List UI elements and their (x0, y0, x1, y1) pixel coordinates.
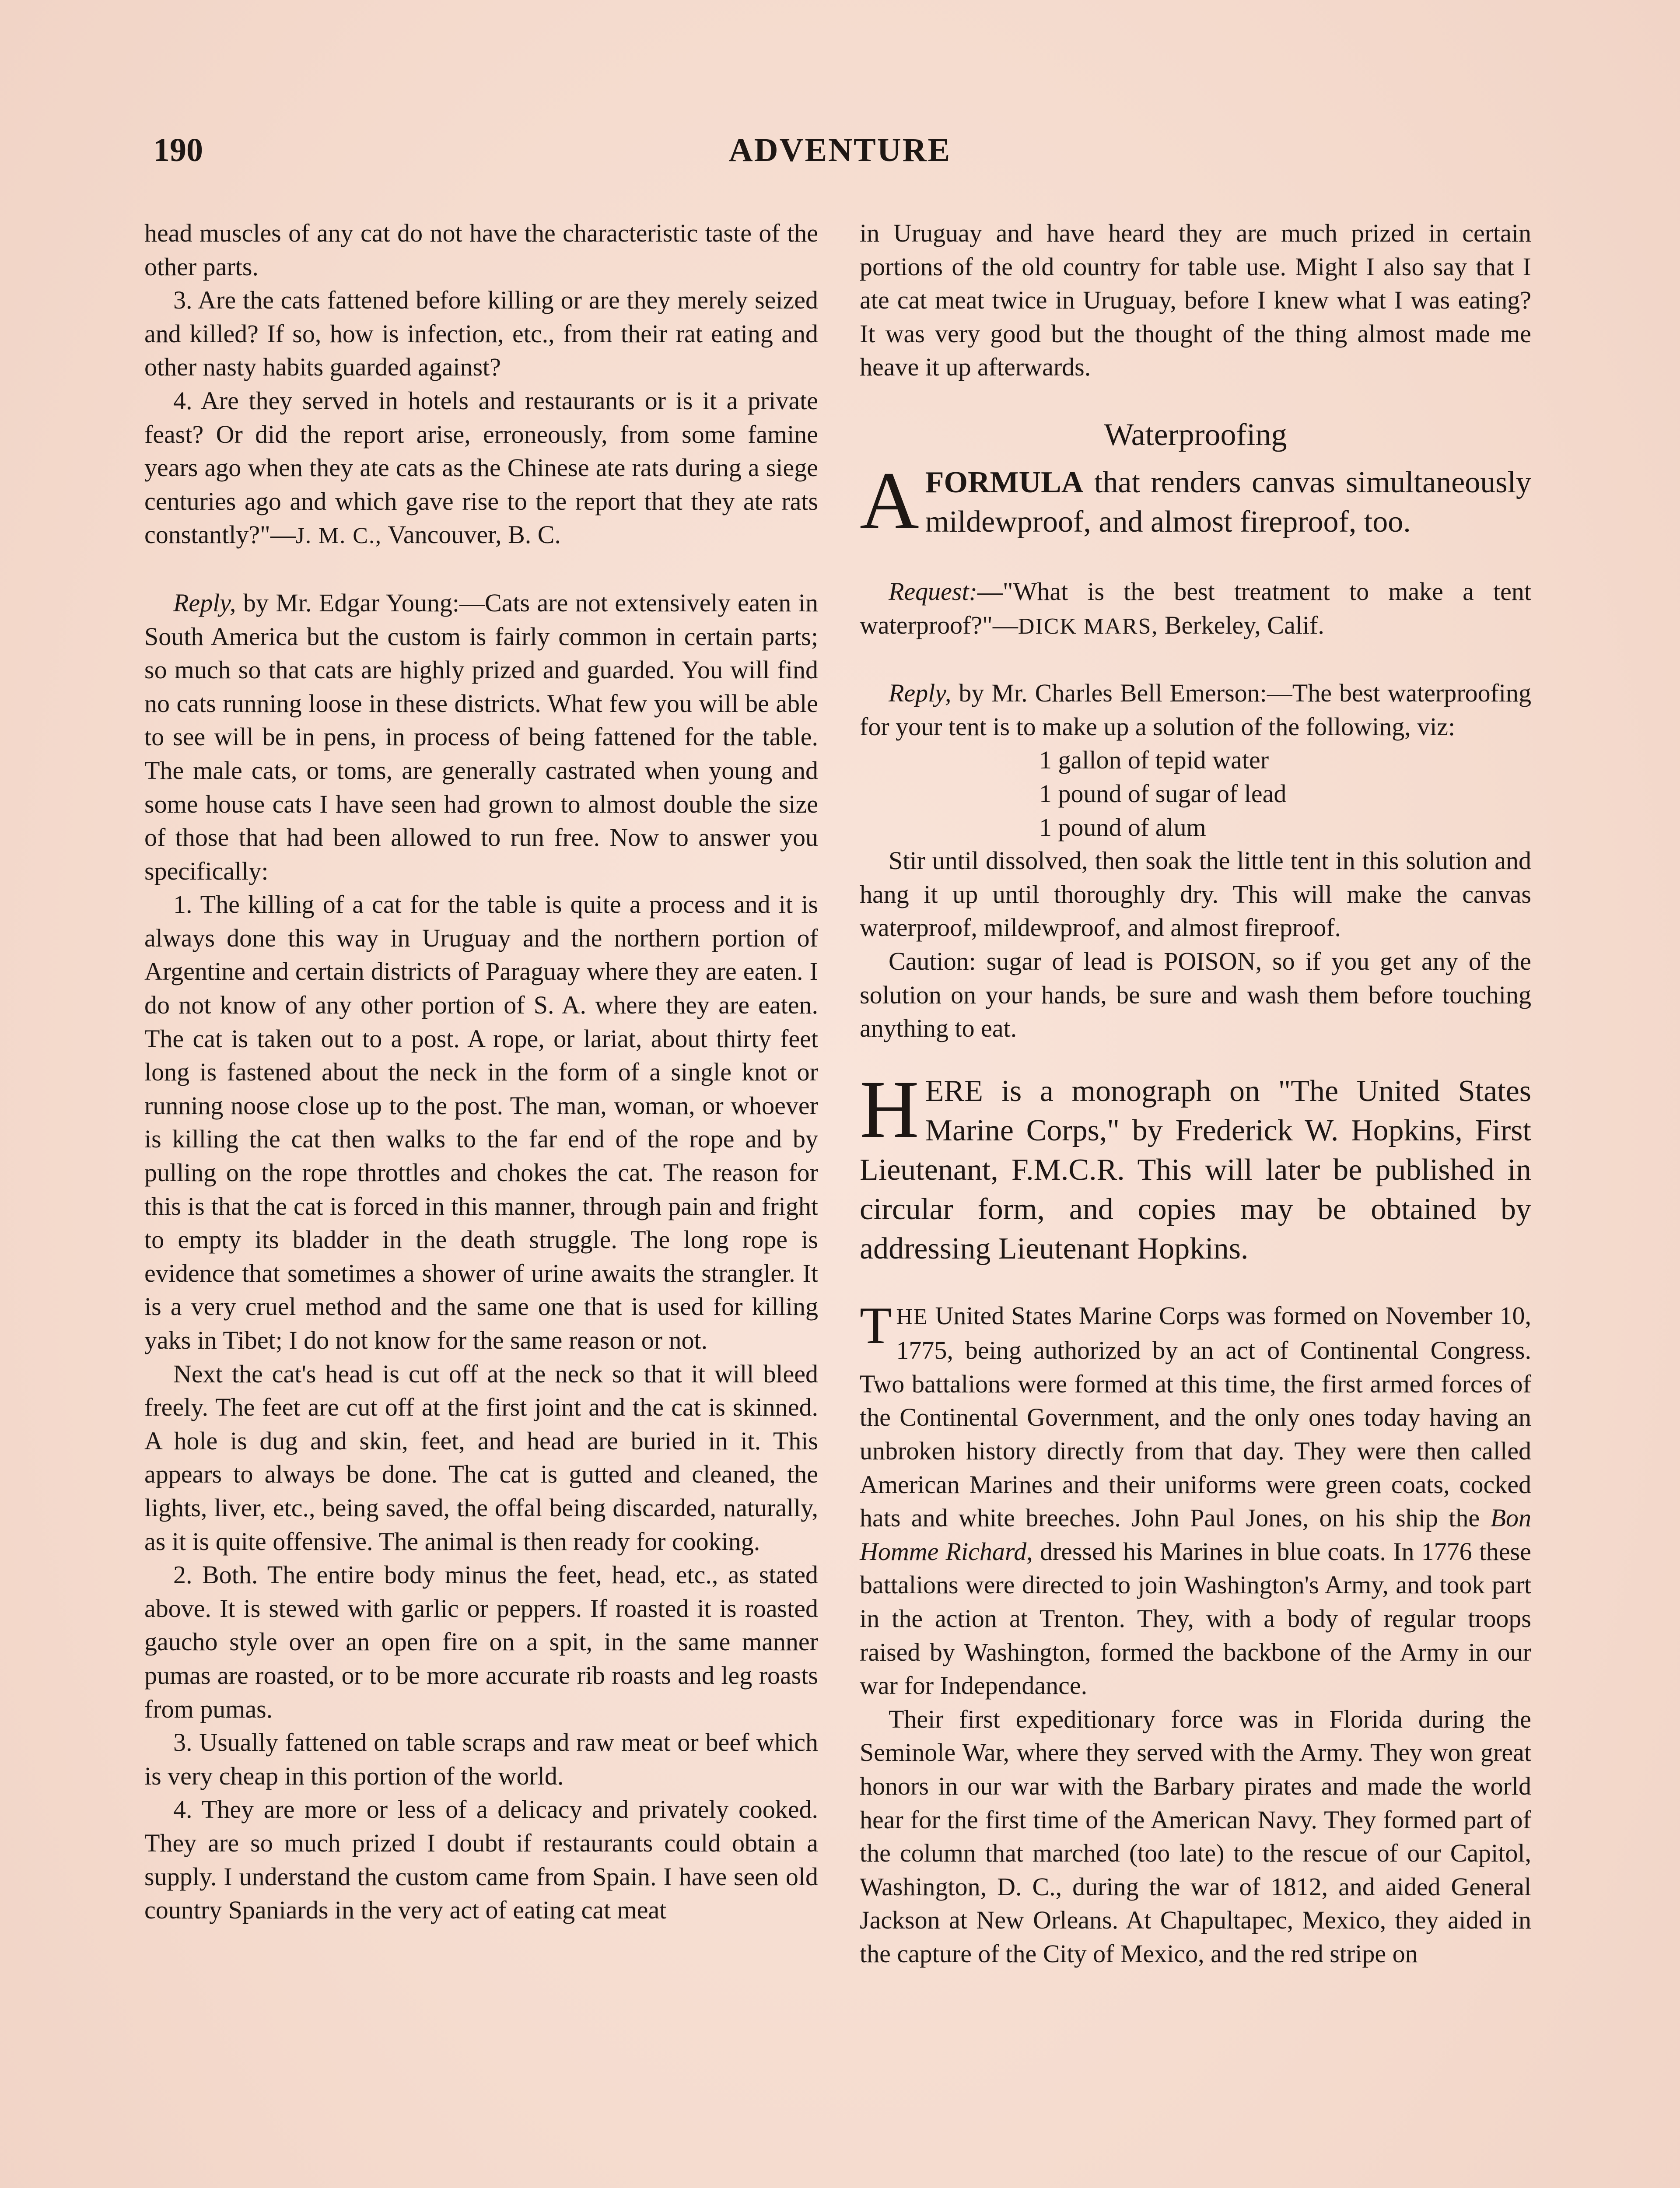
request-paragraph: Request:—"What is the best treatment to make a tent waterproof?"—DICK MARS, Berkeley, Calif. (860, 577, 1531, 639)
left-column (144, 217, 818, 1927)
section-title: Waterproofing (1104, 417, 1287, 452)
reply-paragraph: Reply, by Mr. Edgar Young:—Cats are not extensively eaten in South America but the custom is fairly common in certain parts; so much so that cats are highly prized and guarded. You will find no cats running loose in these districts. What few you will be able to see will be in pens, in process of being fattened for the table. The male cats, or toms, are generally castrated when young and some house cats I have seen had grown to almost double the size of those that had been allowed to run free. Now to answer you specifically: (144, 588, 818, 885)
drop-cap: T (860, 1296, 892, 1354)
drop-cap: H (860, 1063, 919, 1155)
paragraph: 3. Are the cats fattened before killing or are they merely seized and killed? If so, how is infection, etc., from their rat eating and other nasty habits guarded against? (144, 286, 818, 382)
drop-cap: A (860, 454, 919, 546)
recipe-item: 1 gallon of tepid water (1039, 746, 1269, 775)
paragraph: 1. The killing of a cat for the table is quite a process and it is always done this way in Uruguay and the northern portion of Argentine and certain districts of Paraguay where they are eaten. I do not know of any other portion of S. A. where they are eaten. The cat is taken out to a post. A rope, or lariat, about thirty feet long is fastened about the neck in the form of a single knot or running noose close up to the post. The man, woman, or whoever is killing the cat then walks to the far end of the rope and by pulling on the rope throttles and chokes the cat. The reason for this is that the cat is forced in this manner, through pain and fright to empty its bladder in the death struggle. The long rope is evidence that sometimes a shower of urine awaits the strangler. It is a very cruel method and the same one that is used for killing yaks in Tibet; I do not know for the same reason or not. (144, 890, 818, 1354)
running-head: ADVENTURE (728, 132, 952, 168)
recipe-item: 1 pound of sugar of lead (1039, 779, 1287, 808)
paragraph: Caution: sugar of lead is POISON, so if you get any of the solution on your hands, be sure and wash them before touching anything to eat. (860, 947, 1531, 1043)
letter-signature: DICK MARS, (1018, 614, 1158, 639)
paragraph: head muscles of any cat do not have the characteristic taste of the other parts. (144, 219, 818, 281)
monograph-notice: HERE is a monograph on "The United States Marine Corps," by Frederick W. Hopkins, First Lieutenant, F.M.C.R. This will later be published in circular form, and copies may be obtained by addressing Lieutenant Hopkins. (860, 1063, 1531, 1266)
paragraph: THE United States Marine Corps was formed on November 10, 1775, being authorized by an act of Continental Congress. Two battalions were formed at this time, the first armed forces of the Continental Government, and the only ones today having an unbroken history directly from that day. They were then called American Marines and their uniforms were green coats, cocked hats and white breeches. John Paul Jones, on his ship the Bon Homme Richard, dressed his Marines in blue coats. In 1776 these battalions were directed to join Washington's Army, and took part in the action at Trenton. They, with a body of regular troops raised by Washington, formed the backbone of the Army in our war for Independance. (860, 1296, 1531, 1700)
section-lead: AFORMULA that renders canvas simultaneously mildewproof, and almost fireproof, too. (860, 454, 1531, 546)
paragraph: 3. Usually fattened on table scraps and raw meat or beef which is very cheap in this portion of the world. (144, 1728, 818, 1790)
paragraph: 2. Both. The entire body minus the feet, head, etc., as stated above. It is stewed with garlic or peppers. If roasted it is roasted gaucho style over an open fire on a spit, in the same manner pumas are roasted, or to be more accurate rib roasts and leg roasts from pumas. (144, 1560, 818, 1723)
paragraph: in Uruguay and have heard they are much prized in certain portions of the old country for table use. Might I also say that I ate cat meat twice in Uruguay, before I knew what I was eating? It was very good but the thought of the thing almost made me heave it up afterwards. (860, 219, 1531, 382)
paragraph: Their first expeditionary force was in Florida during the Seminole War, where they served with the Army. They won great honors in our war with the Barbary pirates and made the world hear for the first time of the American Navy. They formed part of the column that marched (too late) to the rescue of our Capitol, Washington, D. C., during the war of 1812, and aided General Jackson at New Orleans. At Chapultapec, Mexico, they aided in the capture of the City of Mexico, and the red stripe on (860, 1704, 1531, 1968)
reply-paragraph: Reply, by Mr. Charles Bell Emerson:—The best waterproofing for your tent is to make up a solution of the following, viz: (860, 679, 1531, 741)
recipe-item: 1 pound of alum (1039, 813, 1206, 842)
page-header (144, 131, 1536, 179)
paragraph: Next the cat's head is cut off at the neck so that it will bleed freely. The feet are cut off at the first joint and the cat is skinned. A hole is dug and skin, feet, and head are buried in it. This appears to always be done. The cat is gutted and cleaned, the lights, liver, etc., being saved, the offal being discarded, naturally, as it is quite offensive. The animal is then ready for cooking. (144, 1359, 818, 1556)
recipe-list (860, 743, 1531, 844)
page-number: 190 (153, 132, 203, 168)
paragraph: 4. Are they served in hotels and restaurants or is it a private feast? Or did the report arise, erroneously, from some famine years ago when they ate cats as the Chinese ate rats during a siege centuries ago and which gave rise to the report that they ate rats constantly?"—J. M. C., Vancouver, B. C. (144, 386, 818, 549)
right-column (860, 217, 1531, 1971)
letter-signature: J. M. C., (295, 523, 382, 549)
paragraph: 4. They are more or less of a delicacy and privately cooked. They are so much prized I doubt if restaurants could obtain a supply. I understand the custom came from Spain. I have seen old country Spaniards in the very act of eating cat meat (144, 1795, 818, 1925)
paragraph: Stir until dissolved, then soak the little tent in this solution and hang it up until thoroughly dry. This will make the canvas waterproof, mildewproof, and almost fireproof. (860, 846, 1531, 942)
